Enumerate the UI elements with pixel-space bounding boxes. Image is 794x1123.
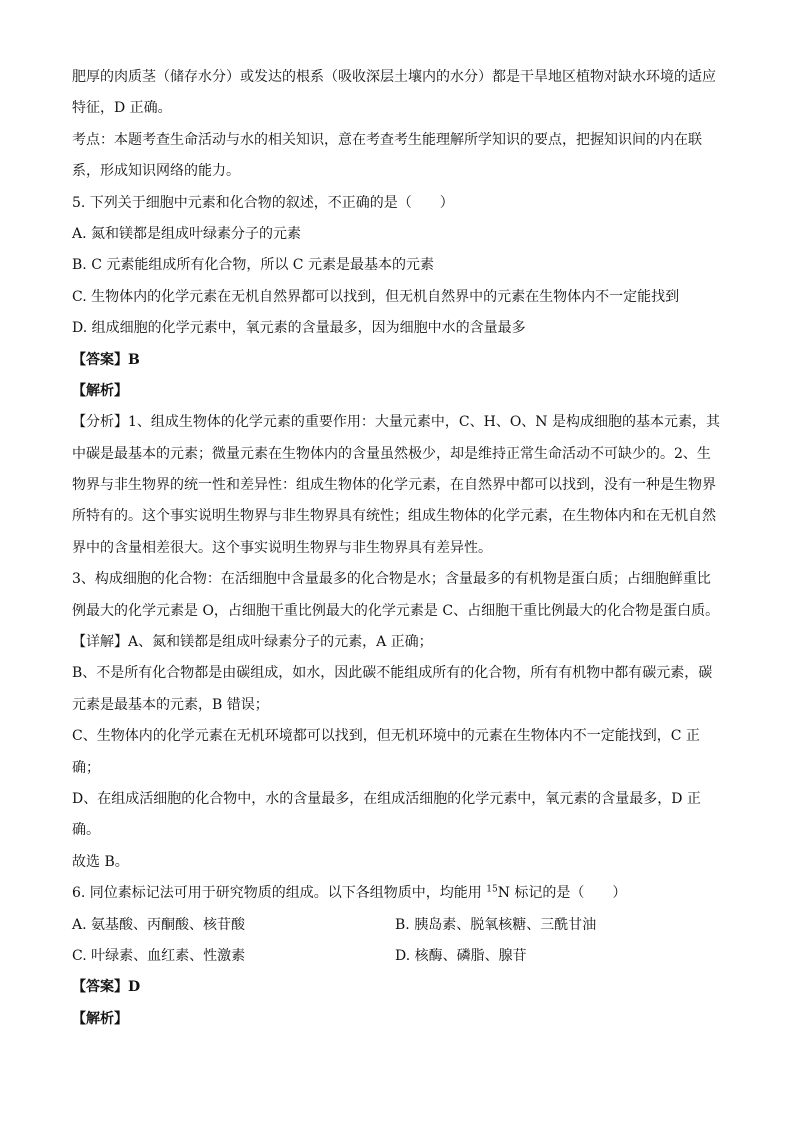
text-line: 【分析】1、组成生物体的化学元素的重要作用：大量元素中，C、H、O、N 是构成细胞的基本元素，其: [72, 414, 721, 431]
text-line: 中碳是最基本的元素；微量元素在生物体内的含量虽然极少，却是维持正常生命活动不可缺少的。2、生: [72, 445, 711, 462]
text-line: 考点：本题考查生命活动与水的相关知识，意在考查考生能理解所学知识的要点，把握知识间的内在联: [72, 131, 702, 148]
text-line: 界中的含量相差很大。这个事实说明生物界与非生物界具有差异性。: [72, 539, 492, 556]
text-line: 故选 B。: [72, 853, 129, 870]
text-line: 例最大的化学元素是 O，占细胞干重比例最大的化学元素是 C、占细胞干重比例最大的化合物是蛋白质。: [72, 602, 720, 619]
text-line: 肥厚的肉质茎（储存水分）或发达的根系（吸收深层土壤内的水分）都是干旱地区植物对缺水环境的适应: [72, 69, 716, 85]
question-6-option-a: A. 氨基酸、丙酮酸、核苷酸: [72, 916, 246, 933]
question-6-stem: [72, 878, 732, 909]
analysis-label: 【解析】: [72, 382, 128, 399]
text-line: 确；: [72, 759, 100, 776]
text-line: 所特有的。这个事实说明生物界与非生物界具有统性；组成生物体的化学元素，在生物体内和在无机自然: [72, 508, 716, 525]
question-6-stem-text: N 标记的是（ ）: [497, 885, 627, 902]
question-6-options-row: [72, 910, 732, 941]
text-line: D、在组成活细胞的化合物中，水的含量最多，在组成活细胞的化学元素中，氧元素的含量最多，D 正: [72, 790, 701, 807]
text-line: 物界与非生物界的统一性和差异性：组成生物体的化学元素，在自然界中都可以找到，没有一种是生物界: [72, 477, 716, 494]
text-line: 【详解】A、氮和镁都是组成叶绿素分子的元素，A 正确；: [72, 634, 433, 651]
question-5-option-c: C. 生物体内的化学元素在无机自然界都可以找到，但无机自然界中的元素在生物体内不一定能找到: [72, 288, 680, 305]
isotope-superscript: 15: [486, 884, 498, 895]
text-line: B、不是所有化合物都是由碳组成，如水，因此碳不能组成所有的化合物，所有有机物中都有碳元素，碳: [72, 665, 713, 682]
question-5-option-d: D. 组成细胞的化学元素中，氧元素的含量最多，因为细胞中水的含量最多: [72, 320, 526, 337]
document-page: [72, 62, 732, 1035]
text-line: 元素是最基本的元素，B 错误；: [72, 696, 269, 713]
text-line: C、生物体内的化学元素在无机环境都可以找到，但无机环境中的元素在生物体内不一定能找到，C 正: [72, 728, 700, 745]
answer-label: 【答案】B: [72, 351, 140, 368]
text-line: 系，形成知识网络的能力。: [72, 163, 240, 180]
question-6-stem-text: 6. 同位素标记法可用于研究物质的组成。以下各组物质中，均能用: [72, 885, 487, 902]
question-6-options-row: [72, 941, 732, 972]
text-line: 确。: [72, 822, 100, 839]
question-5-stem: 5. 下列关于细胞中元素和化合物的叙述，不正确的是（ ）: [72, 194, 454, 211]
text-line: 3、构成细胞的化合物：在活细胞中含量最多的化合物是水；含量最多的有机物是蛋白质；占细胞鲜重比: [72, 571, 711, 588]
question-5-option-b: B. C 元素能组成所有化合物，所以 C 元素是最基本的元素: [72, 257, 434, 274]
analysis-label: 【解析】: [72, 1010, 128, 1027]
question-6-option-b: B. 胰岛素、脱氧核糖、三酰甘油: [395, 916, 597, 933]
question-6-option-d: D. 核酶、磷脂、腺苷: [395, 947, 527, 964]
question-5-option-a: A. 氮和镁都是组成叶绿素分子的元素: [72, 225, 302, 242]
answer-label: 【答案】D: [72, 979, 141, 996]
text-line: 特征，D 正确。: [72, 100, 172, 117]
question-6-option-c: C. 叶绿素、血红素、性激素: [72, 947, 246, 964]
